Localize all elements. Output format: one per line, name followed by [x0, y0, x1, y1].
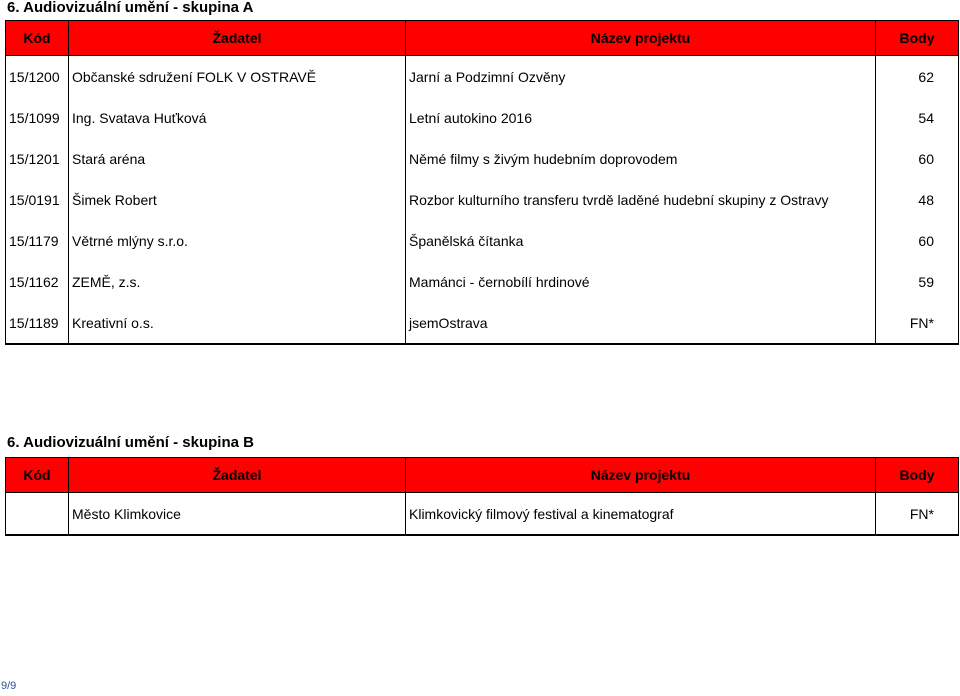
cell-zadatel: Město Klimkovice — [69, 493, 406, 536]
table-header-row — [6, 458, 959, 493]
table-row — [6, 56, 959, 98]
cell-kod: 15/1189 — [6, 302, 69, 344]
cell-zadatel: ZEMĚ, z.s. — [69, 261, 406, 302]
cell-body: 60 — [876, 220, 959, 261]
cell-nazev: Letní autokino 2016 — [406, 97, 876, 138]
section-title-b: 6. Audiovizuální umění - skupina B — [7, 434, 254, 451]
header-body: Body — [876, 458, 959, 493]
table-row — [6, 179, 959, 220]
table-row — [6, 138, 959, 179]
table-skupina-a — [5, 20, 959, 345]
table-row — [6, 302, 959, 344]
cell-kod: 15/0191 — [6, 179, 69, 220]
cell-body: 54 — [876, 97, 959, 138]
header-nazev: Název projektu — [406, 458, 876, 493]
table-row — [6, 97, 959, 138]
cell-nazev: Španělská čítanka — [406, 220, 876, 261]
header-zadatel: Žadatel — [69, 458, 406, 493]
cell-zadatel: Občanské sdružení FOLK V OSTRAVĚ — [69, 56, 406, 98]
cell-body: FN* — [876, 302, 959, 344]
table-skupina-b — [5, 457, 959, 536]
cell-kod: 15/1099 — [6, 97, 69, 138]
header-kod: Kód — [6, 21, 69, 56]
header-nazev: Název projektu — [406, 21, 876, 56]
header-kod: Kód — [6, 458, 69, 493]
table-row — [6, 261, 959, 302]
cell-nazev: Rozbor kulturního transferu tvrdě laděné hudební skupiny z Ostravy — [406, 179, 876, 220]
cell-body: 48 — [876, 179, 959, 220]
cell-nazev: Mamánci - černobílí hrdinové — [406, 261, 876, 302]
cell-kod: 15/1201 — [6, 138, 69, 179]
section-title-a: 6. Audiovizuální umění - skupina A — [7, 0, 254, 16]
page-number: 9/9 — [1, 680, 17, 692]
cell-body: 62 — [876, 56, 959, 98]
table-row — [6, 220, 959, 261]
cell-zadatel: Větrné mlýny s.r.o. — [69, 220, 406, 261]
cell-body: FN* — [876, 493, 959, 536]
cell-zadatel: Kreativní o.s. — [69, 302, 406, 344]
cell-nazev: jsemOstrava — [406, 302, 876, 344]
header-zadatel: Žadatel — [69, 21, 406, 56]
cell-nazev: Klimkovický filmový festival a kinematograf — [406, 493, 876, 536]
cell-kod: 15/1200 — [6, 56, 69, 98]
cell-nazev: Jarní a Podzimní Ozvěny — [406, 56, 876, 98]
cell-kod: 15/1179 — [6, 220, 69, 261]
cell-zadatel: Ing. Svatava Huťková — [69, 97, 406, 138]
cell-kod: 15/1162 — [6, 261, 69, 302]
cell-kod — [6, 493, 69, 536]
cell-zadatel: Stará aréna — [69, 138, 406, 179]
table-header-row — [6, 21, 959, 56]
cell-body: 60 — [876, 138, 959, 179]
cell-body: 59 — [876, 261, 959, 302]
table-row — [6, 493, 959, 536]
cell-zadatel: Šimek Robert — [69, 179, 406, 220]
cell-nazev: Němé filmy s živým hudebním doprovodem — [406, 138, 876, 179]
header-body: Body — [876, 21, 959, 56]
